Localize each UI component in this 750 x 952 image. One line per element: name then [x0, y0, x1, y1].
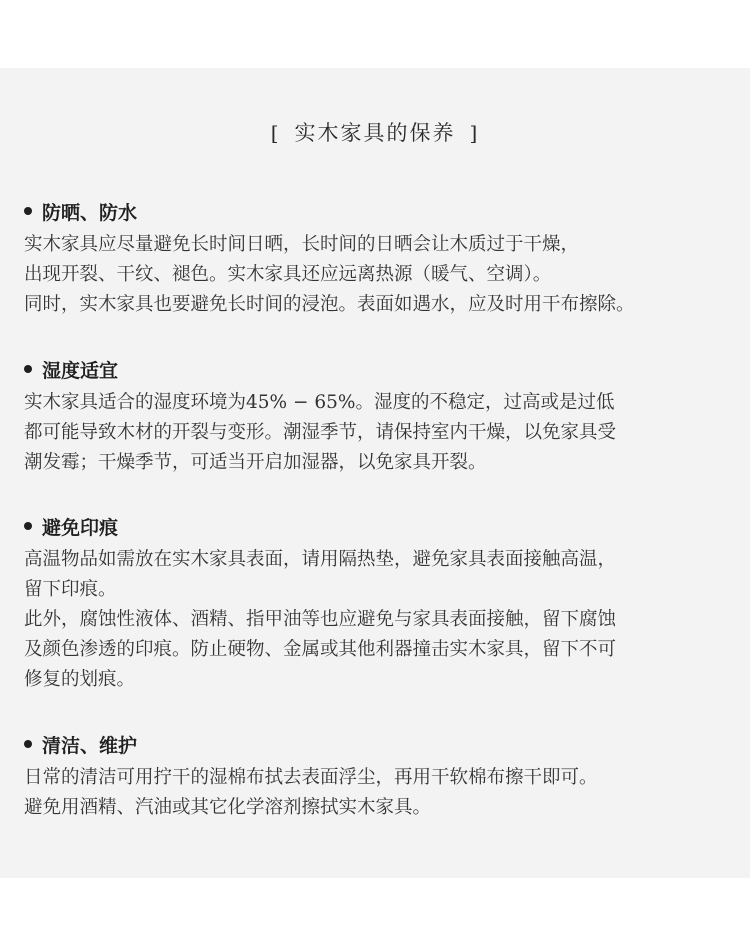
bullet-icon [24, 207, 32, 215]
body-line: 及颜色渗透的印痕。防止硬物、金属或其他利器撞击实木家具，留下不可 [24, 639, 617, 660]
body-line: 都可能导致木材的开裂与变形。潮湿季节，请保持室内干燥，以免家具受 [24, 422, 617, 443]
section-body [24, 388, 729, 478]
body-line: 修复的划痕。 [24, 669, 136, 690]
section-heading [24, 511, 729, 541]
section-heading-text: 清洁、维护 [42, 734, 138, 757]
section-heading [24, 729, 729, 759]
page-title [0, 118, 750, 148]
bullet-icon [24, 365, 32, 373]
section-avoid-marks [24, 511, 729, 695]
section-humidity [24, 354, 729, 478]
section-body [24, 545, 729, 695]
body-line: 出现开裂、干纹、褪色。实木家具还应远离热源（暖气、空调）。 [24, 264, 552, 285]
section-heading [24, 354, 729, 384]
section-heading-text: 湿度适宜 [42, 359, 119, 382]
body-line: 日常的清洁可用拧干的湿棉布拭去表面浮尘，再用干软棉布擦干即可。 [24, 767, 598, 788]
title-right-bracket: ] [469, 121, 480, 145]
body-line: 实木家具适合的湿度环境为45% − 65%。湿度的不稳定，过高或是过低 [24, 392, 615, 413]
bullet-icon [24, 740, 32, 748]
body-line: 同时，实木家具也要避免长时间的浸泡。表面如遇水，应及时用干布擦除。 [24, 294, 635, 315]
section-body [24, 763, 729, 823]
section-heading [24, 196, 729, 226]
body-line: 此外，腐蚀性液体、酒精、指甲油等也应避免与家具表面接触，留下腐蚀 [24, 609, 617, 630]
body-line: 避免用酒精、汽油或其它化学溶剂擦拭实木家具。 [24, 797, 432, 818]
section-heading-text: 防晒、防水 [42, 201, 138, 224]
body-line: 实木家具应尽量避免长时间日晒，长时间的日晒会让木质过于干燥， [24, 234, 580, 255]
body-line: 留下印痕。 [24, 579, 117, 600]
section-body [24, 230, 729, 320]
bullet-icon [24, 522, 32, 530]
section-heading-text: 避免印痕 [42, 516, 119, 539]
section-cleaning [24, 729, 729, 823]
body-line: 潮发霉；干燥季节，可适当开启加湿器，以免家具开裂。 [24, 452, 487, 473]
title-text: 实木家具的保养 [294, 121, 456, 145]
title-left-bracket: [ [270, 121, 281, 145]
body-line: 高温物品如需放在实木家具表面，请用隔热垫，避免家具表面接触高温， [24, 549, 617, 570]
section-sun-water [24, 196, 729, 320]
